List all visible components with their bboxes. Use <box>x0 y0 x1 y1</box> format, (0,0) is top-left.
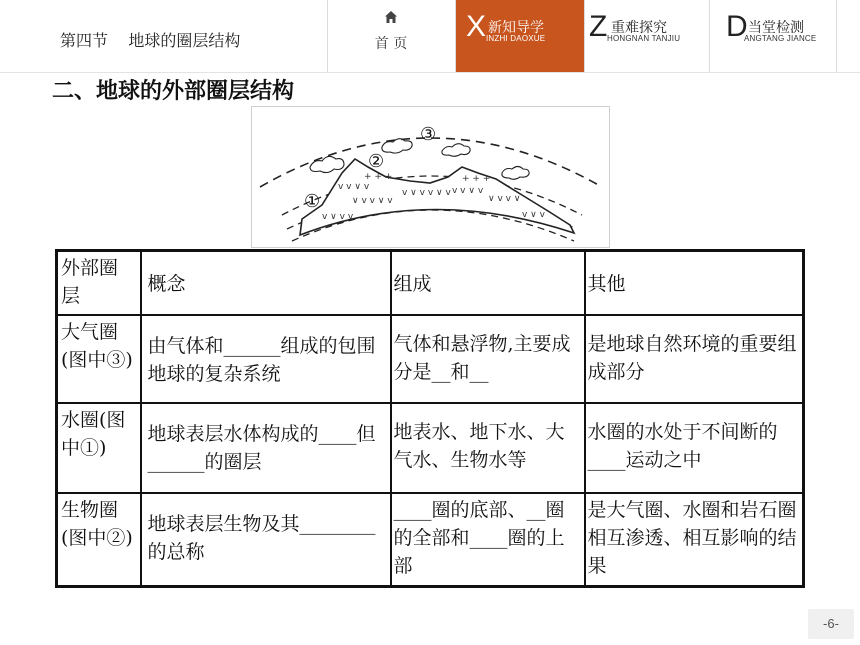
page-number: -6- <box>808 609 854 639</box>
tab-initial: X <box>466 10 487 43</box>
tab-label: 当堂检测 <box>748 20 804 36</box>
svg-text:v ∨ v v ∨ v: v ∨ v v ∨ v <box>402 188 451 198</box>
svg-text:v ∨ v v: v ∨ v v <box>322 212 354 222</box>
table-header-row <box>57 251 804 315</box>
header-cell: 其他 <box>585 251 804 315</box>
table-cell: 地表水、地下水、大气水、生物水等 <box>391 403 585 493</box>
tab-initial: Z <box>589 10 608 43</box>
earth-spheres-drawing <box>252 107 609 247</box>
table-cell: 是大气圈、水圈和岩石圈相互渗透、相互影响的结果 <box>585 493 804 587</box>
svg-text:∨ v v ∨: ∨ v v ∨ <box>488 194 521 204</box>
nav-divider <box>327 0 328 72</box>
svg-text:∨ v v ∨ v: ∨ v v ∨ v <box>352 196 393 206</box>
nav-divider <box>836 0 837 72</box>
table-cell: 大气圈(图中③) <box>57 315 141 403</box>
table-cell: 是地球自然环境的重要组成部分 <box>585 315 804 403</box>
table-row <box>57 315 804 403</box>
tab-initial: D <box>726 10 748 43</box>
table-cell: 气体和悬浮物,主要成分是__和__ <box>391 315 585 403</box>
table-cell: 生物圈(图中②) <box>57 493 141 587</box>
table-cell: ____圈的底部、__圈的全部和____圈的上部 <box>391 493 585 587</box>
outer-spheres-table <box>55 249 805 588</box>
tab-in-class-test[interactable] <box>710 0 836 72</box>
svg-text:v v ∨ v: v v ∨ v <box>338 182 370 192</box>
tab-new-knowledge[interactable] <box>456 0 584 72</box>
lesson-title: 第四节 地球的圈层结构 <box>60 31 241 50</box>
earth-spheres-diagram <box>251 106 610 248</box>
table-row <box>57 493 804 587</box>
table-cell: 地球表层生物及其________的总称 <box>141 493 391 587</box>
header-cell: 组成 <box>391 251 585 315</box>
top-nav-bar <box>0 0 860 73</box>
marker-hydrosphere: ① <box>304 191 321 212</box>
svg-text:+ + +: + + + <box>462 174 491 184</box>
table-cell: 地球表层水体构成的____但______的圈层 <box>141 403 391 493</box>
table-row <box>57 403 804 493</box>
table-cell: 水圈(图中①) <box>57 403 141 493</box>
marker-atmosphere: ③ <box>420 124 437 145</box>
home-button[interactable] <box>349 0 433 72</box>
svg-text:v ∨ v: v ∨ v <box>522 210 545 220</box>
tab-label: 重难探究 <box>611 20 667 36</box>
tab-key-difficulty[interactable] <box>585 0 709 72</box>
table-cell: 水圈的水处于不间断的____运动之中 <box>585 403 804 493</box>
svg-text:v v ∨ v: v v ∨ v <box>452 186 484 196</box>
home-label: 首 页 <box>374 36 408 52</box>
header-cell: 外部圈层 <box>57 251 141 315</box>
tab-pinyin: HONGNAN TANJIU <box>607 34 681 43</box>
marker-biosphere: ② <box>368 151 385 172</box>
home-icon <box>384 10 398 24</box>
tab-pinyin: ANGTANG JIANCE <box>744 34 817 43</box>
tab-label: 新知导学 <box>488 20 544 36</box>
header-cell: 概念 <box>141 251 391 315</box>
section-heading: 二、地球的外部圈层结构 <box>52 79 295 104</box>
tab-pinyin: INZHI DAOXUE <box>486 34 546 43</box>
svg-text:+ + +: + + + <box>364 172 393 182</box>
table-cell: 由气体和______组成的包围地球的复杂系统 <box>141 315 391 403</box>
